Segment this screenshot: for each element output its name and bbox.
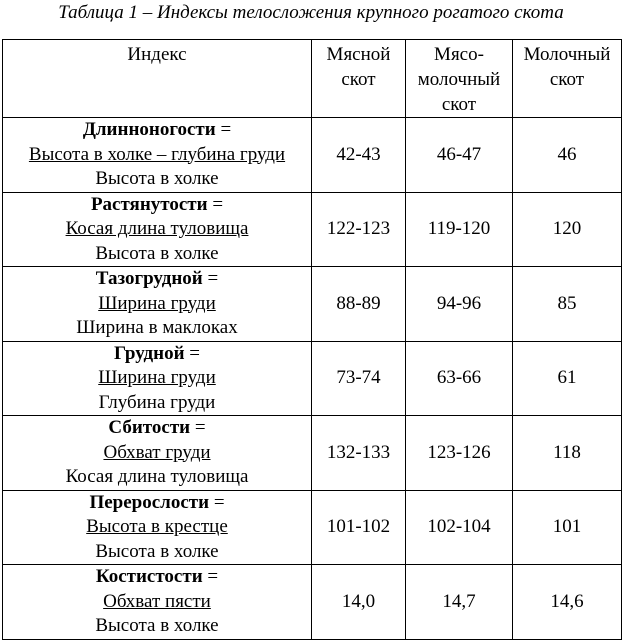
table-row <box>3 267 622 342</box>
value-meat-dairy: 46-47 <box>406 118 513 193</box>
index-name: Длинноногости <box>82 119 216 140</box>
index-name: Перерослости <box>89 491 210 513</box>
index-denominator: Ширина в маклоках <box>76 317 238 338</box>
index-formula-cell <box>3 341 312 416</box>
index-title-line <box>3 342 311 367</box>
index-equals: = <box>202 566 219 587</box>
index-equals: = <box>184 342 200 364</box>
value-dairy: 46 <box>513 118 622 193</box>
index-denominator: Высота в холке <box>95 242 219 264</box>
body-indices-table <box>2 39 622 640</box>
index-denominator: Высота в холке <box>95 540 219 562</box>
header-dairy <box>513 40 622 118</box>
index-denominator: Глубина груди <box>98 391 216 413</box>
table-row <box>3 416 622 491</box>
header-meat-line-1: Мясной <box>326 44 391 65</box>
value-dairy: 61 <box>513 341 622 416</box>
index-formula-cell <box>3 416 312 491</box>
value-meat: 73-74 <box>312 341 406 416</box>
index-name: Тазогрудной <box>95 268 203 289</box>
index-title-line <box>3 193 311 218</box>
value-meat: 14,0 <box>312 565 406 640</box>
index-equals: = <box>207 193 224 215</box>
value-meat-dairy: 63-66 <box>406 341 513 416</box>
header-index-label: Индекс <box>127 44 187 65</box>
value-dairy: 118 <box>513 416 622 491</box>
index-formula-cell <box>3 192 312 267</box>
index-denominator: Высота в холке <box>95 168 219 189</box>
value-dairy: 85 <box>513 267 622 342</box>
value-meat: 42-43 <box>312 118 406 193</box>
value-dairy: 120 <box>513 192 622 267</box>
index-formula-cell <box>3 490 312 565</box>
index-title-line <box>3 118 311 143</box>
index-title-line <box>3 565 311 590</box>
index-denominator: Высота в холке <box>95 615 219 636</box>
table-caption: Таблица 1 – Индексы телосложения крупного рогатого скота <box>58 2 564 23</box>
index-name: Сбитости <box>108 417 191 438</box>
value-meat-dairy: 119-120 <box>406 192 513 267</box>
header-index <box>3 40 312 118</box>
index-title-line <box>3 267 311 292</box>
index-name: Костистости <box>95 566 203 587</box>
index-name: Грудной <box>114 342 185 364</box>
table-row <box>3 118 622 193</box>
index-numerator: Высота в крестце <box>86 516 228 537</box>
index-numerator: Ширина груди <box>98 292 216 314</box>
header-meat-line-2: скот <box>341 69 376 90</box>
index-numerator: Ширина груди <box>98 367 216 388</box>
value-meat-dairy: 123-126 <box>406 416 513 491</box>
index-formula-cell <box>3 267 312 342</box>
value-meat-dairy: 102-104 <box>406 490 513 565</box>
value-meat: 88-89 <box>312 267 406 342</box>
header-meat-dairy-line-3: скот <box>441 94 477 115</box>
header-meat-dairy-line-2: молочный <box>417 69 501 90</box>
index-numerator: Высота в холке – глубина груди <box>28 143 286 165</box>
value-meat-dairy: 94-96 <box>406 267 513 342</box>
index-title-line <box>3 416 311 441</box>
index-equals: = <box>215 119 232 140</box>
header-dairy-line-1: Молочный <box>523 44 611 65</box>
header-dairy-line-2: скот <box>549 69 585 90</box>
index-denominator: Косая длина туловища <box>65 466 249 487</box>
index-numerator: Обхват груди <box>103 441 211 463</box>
table-row <box>3 341 622 416</box>
header-meat <box>312 40 406 118</box>
table-row <box>3 490 622 565</box>
value-meat-dairy: 14,7 <box>406 565 513 640</box>
header-meat-dairy <box>406 40 513 118</box>
index-name: Растянутости <box>90 193 208 215</box>
index-title-line <box>3 491 311 516</box>
table-row <box>3 565 622 640</box>
index-equals: = <box>202 268 219 289</box>
value-meat: 132-133 <box>312 416 406 491</box>
index-formula-cell <box>3 565 312 640</box>
value-meat: 101-102 <box>312 490 406 565</box>
table-row <box>3 192 622 267</box>
value-meat: 122-123 <box>312 192 406 267</box>
index-numerator: Косая длина туловища <box>65 218 249 239</box>
table-header-row <box>3 40 622 118</box>
index-numerator: Обхват пясти <box>103 590 211 612</box>
index-formula-cell <box>3 118 312 193</box>
index-equals: = <box>209 491 225 513</box>
index-equals: = <box>190 417 206 438</box>
value-dairy: 14,6 <box>513 565 622 640</box>
header-meat-dairy-line-1: Мясо- <box>434 44 484 65</box>
value-dairy: 101 <box>513 490 622 565</box>
